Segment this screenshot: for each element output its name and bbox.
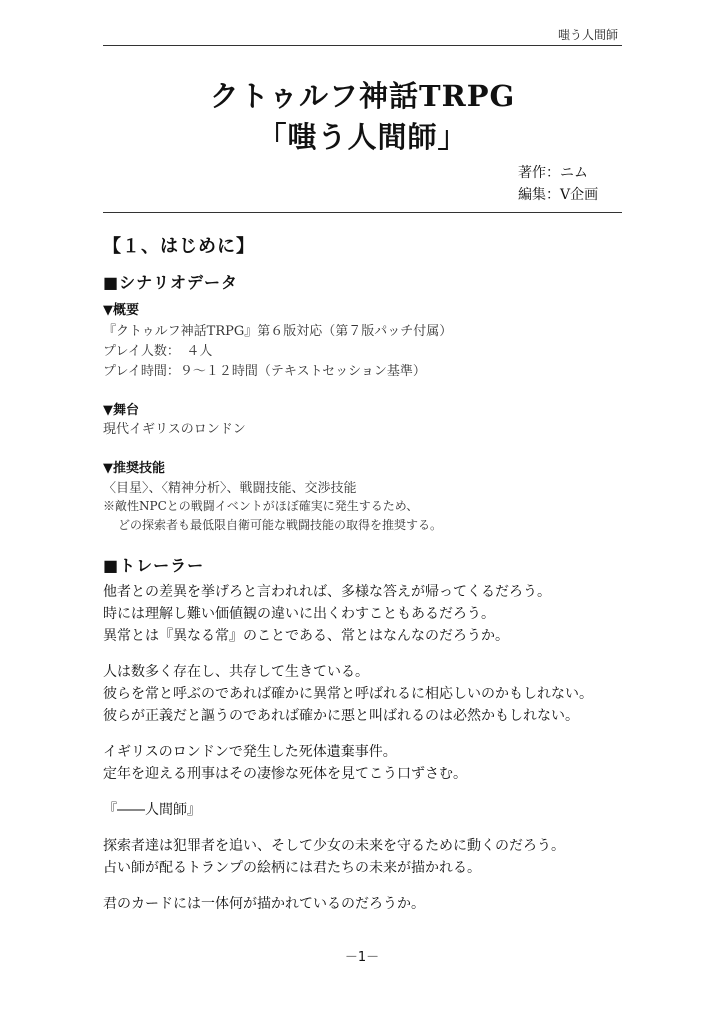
skills-heading: ▼推奨技能 (103, 461, 165, 476)
trailer-line: 時には理解し難い価値観の違いに出くわすこともあるだろう。 (103, 606, 495, 622)
overview-line: 『クトゥルフ神話TRPG』第６版対応（第７版パッチ付属） (103, 324, 453, 339)
trailer-line: 異常とは『異なる常』のことである、常とはなんなのだろうか。 (103, 628, 509, 644)
trailer-line: 彼らが正義だと謳うのであれば確かに悪と叫ばれるのは必然かもしれない。 (103, 708, 579, 724)
trailer-line: 定年を迎える刑事はその凄惨な死体を見てこう口ずさむ。 (103, 766, 467, 782)
header-rule (103, 45, 622, 46)
overview-line: プレイ時間：９～１２時間（テキストセッション基準） (103, 364, 426, 379)
trailer-line: 『――人間師』 (103, 802, 201, 818)
author-credit: 著作：ニム (518, 165, 588, 181)
editor-credit: 編集：V企画 (518, 187, 599, 203)
document-title-line2: 「嗤う人間師」 (257, 120, 468, 154)
trailer-line: 占い師が配るトランプの絵柄には君たちの未来が描かれる。 (103, 860, 481, 876)
trailer-line: 他者との差異を挙げろと言われれば、多様な答えが帰ってくるだろう。 (103, 584, 551, 600)
overview-heading: ▼概要 (103, 303, 139, 318)
trailer-line: 彼らを常と呼ぶのであれば確かに異常と呼ばれるに相応しいのかもしれない。 (103, 686, 593, 702)
document-title-line1: クトゥルフ神話TRPG (209, 79, 516, 113)
overview-line: プレイ人数： ４人 (103, 344, 213, 359)
trailer-heading: ■トレーラー (103, 556, 205, 575)
trailer-line: 人は数多く存在し、共存して生きている。 (103, 664, 369, 680)
page-number: －1－ (344, 950, 380, 965)
trailer-line: 探索者達は犯罪者を追い、そして少女の未来を守るために動くのだろう。 (103, 838, 565, 854)
scenario-data-heading: ■シナリオデータ (103, 273, 238, 292)
skills-text: 〈目星〉、〈精神分析〉、戦闘技能、交渉技能 (103, 481, 357, 496)
trailer-line: イギリスのロンドンで発生した死体遺棄事件。 (103, 744, 397, 760)
stage-text: 現代イギリスのロンドン (103, 422, 246, 437)
skills-note: どの探索者も最低限自衛可能な戦闘技能の取得を推奨する。 (118, 518, 443, 532)
section-heading: 【１、はじめに】 (103, 236, 255, 257)
title-rule (103, 212, 622, 213)
trailer-line: 君のカードには一体何が描かれているのだろうか。 (103, 896, 425, 912)
stage-heading: ▼舞台 (103, 403, 139, 418)
running-header: 嗤う人間師 (557, 28, 618, 42)
skills-note: ※敵性NPCとの戦闘イベントがほぼ確実に発生するため、 (103, 499, 419, 513)
